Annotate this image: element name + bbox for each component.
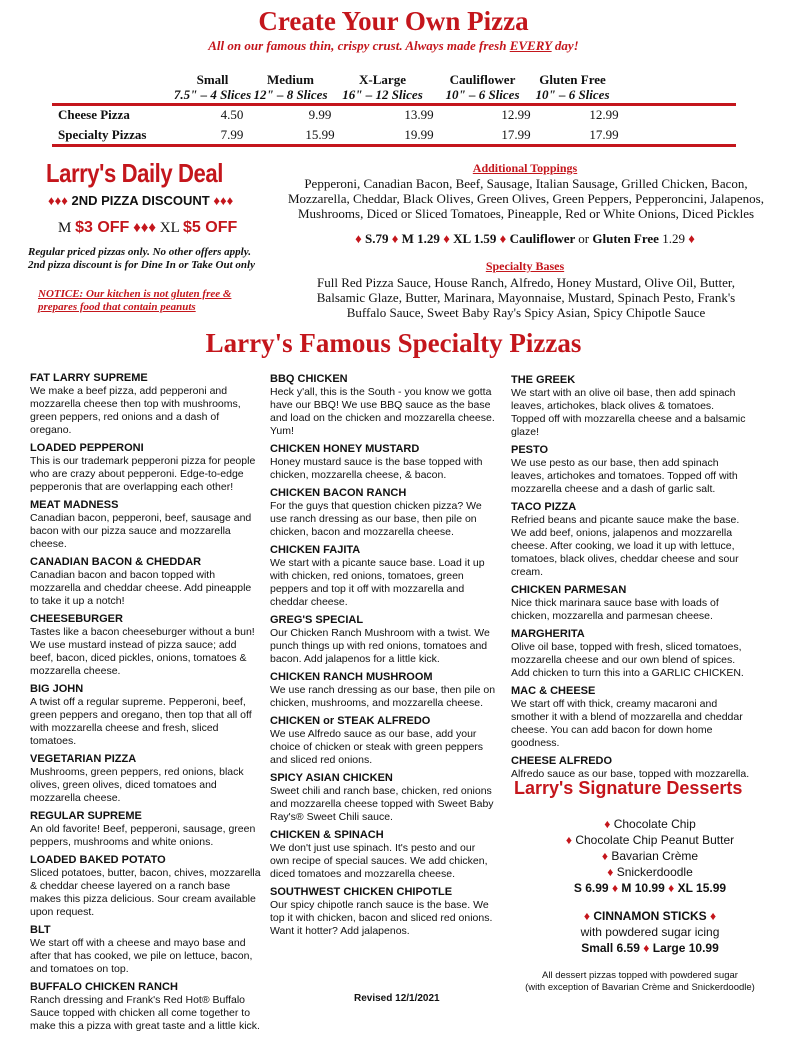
deal-subtitle-text: 2ND PIZZA DISCOUNT bbox=[71, 193, 210, 208]
pizza-name: CHICKEN HONEY MUSTARD bbox=[270, 443, 420, 455]
pizza-item bbox=[30, 981, 262, 1033]
desserts-heading: Larry's Signature Desserts bbox=[514, 778, 743, 798]
pizza-item bbox=[270, 715, 496, 767]
cinnamon-sticks: ♦ CINNAMON STICKS ♦ with powdered sugar icing Small 6.59 ♦ Large 10.99 bbox=[540, 908, 760, 956]
table-rule-bottom bbox=[52, 144, 736, 147]
sticks-small: Small 6.59 bbox=[581, 941, 640, 955]
column-name: Gluten Free bbox=[539, 72, 606, 87]
pizza-description: Ranch dressing and Frank's Red Hot® Buffalo Sauce topped with chicken all come together to make this a pizza with great taste and a little kick. bbox=[30, 994, 260, 1032]
pizza-description: An old favorite! Beef, pepperoni, sausage, green peppers, mushrooms and white onions. bbox=[30, 823, 256, 848]
dessert-items bbox=[540, 816, 760, 880]
price-row-label: Cheese Pizza bbox=[58, 107, 130, 122]
dessert-item: ♦ Snickerdoodle bbox=[607, 865, 693, 879]
pizza-item bbox=[511, 584, 751, 623]
bases-list: Full Red Pizza Sauce, House Ranch, Alfredo, Honey Mustard, Olive Oil, Butter, Balsamic Glaze, Butter, Marinara, Mayonnaise, Mustard, Spinach Pesto, Frank's Buffalo Sauce, Sweet Baby Ray's Spicy Asian, Spicy Chipotle Sauce bbox=[316, 275, 736, 320]
deal-title: Larry's Daily Deal bbox=[46, 158, 223, 188]
pizza-name: LOADED PEPPERONI bbox=[30, 442, 144, 454]
column-detail: 7.5" – 4 Slices bbox=[173, 87, 252, 102]
pizza-item bbox=[30, 499, 262, 551]
pizza-name: FAT LARRY SUPREME bbox=[30, 372, 148, 384]
pizza-description: Mushrooms, green peppers, red onions, black olives, green olives, diced tomatoes and mozzarella cheese. bbox=[30, 766, 244, 804]
pizza-description: We start with a picante sauce base. Load it up with chicken, red onions, tomatoes, green peppers and top it off with mozzarella and cheddar cheese. bbox=[270, 557, 485, 608]
dessert-prices: S 6.99 ♦ M 10.99 ♦ XL 15.99 bbox=[573, 881, 727, 895]
sticks-desc: with powdered sugar icing bbox=[580, 925, 720, 939]
pizza-name: MEAT MADNESS bbox=[30, 499, 119, 511]
topping-price-gf: Gluten Free bbox=[592, 231, 659, 246]
pizza-name: BLT bbox=[30, 924, 51, 936]
pizza-description: Alfredo sauce as our base, topped with mozzarella. bbox=[511, 768, 750, 780]
pizza-description: Our spicy chipotle ranch sauce is the base. We top it with chicken, bacon and sliced red onions. Want it hotter? Add jalapenos. bbox=[270, 899, 493, 937]
pizza-description: We use Alfredo sauce as our base, add your choice of chicken or steak with green peppers and sliced red onions. bbox=[270, 728, 484, 766]
pizza-name: GREG'S SPECIAL bbox=[270, 614, 364, 626]
dessert-name: Snickerdoodle bbox=[616, 865, 693, 879]
pizza-item bbox=[270, 886, 496, 938]
dessert-price-xl: XL 15.99 bbox=[677, 881, 727, 895]
topping-price-cfgf: 1.29 bbox=[662, 231, 685, 246]
price-cell: 13.99 bbox=[404, 107, 434, 122]
specialty-column-1 bbox=[30, 372, 262, 1038]
column-name: X-Large bbox=[359, 72, 406, 87]
topping-price-or: or bbox=[578, 231, 590, 246]
subtitle-emphasis: EVERY bbox=[509, 38, 552, 53]
specialty-column-2 bbox=[270, 373, 496, 943]
topping-price-m: M 1.29 bbox=[401, 231, 440, 246]
notice-line-2: prepares food that contain peanuts bbox=[38, 301, 196, 313]
deal-discounts: M $3 OFF ♦♦♦ XL $5 OFF bbox=[58, 219, 238, 236]
pizza-name: BBQ CHICKEN bbox=[270, 373, 348, 385]
topping-price-cf: Cauliflower bbox=[509, 231, 576, 246]
dessert-name: Chocolate Chip Peanut Butter bbox=[575, 833, 735, 847]
subtitle-end: day! bbox=[551, 38, 579, 53]
pizza-name: BUFFALO CHICKEN RANCH bbox=[30, 981, 178, 993]
dessert-footnote bbox=[510, 970, 770, 994]
pizza-name: VEGETARIAN PIZZA bbox=[30, 753, 137, 765]
pizza-description: We make a beef pizza, add pepperoni and mozzarella cheese then top with mushrooms, green peppers, red onions and a dash of oregano. bbox=[30, 385, 241, 436]
pizza-description: Olive oil base, topped with fresh, sliced tomatoes, mozzarella cheese and our own blend of spices. Add chicken to turn this into a GARLIC CHICKEN. bbox=[511, 641, 744, 679]
deal-xl-off: $5 OFF bbox=[183, 219, 238, 236]
bases-heading: Specialty Bases bbox=[485, 259, 565, 273]
pizza-item bbox=[30, 372, 262, 437]
page-title: Create Your Own Pizza bbox=[258, 6, 529, 36]
pizza-name: SOUTHWEST CHICKEN CHIPOTLE bbox=[270, 886, 453, 898]
pizza-name: LOADED BAKED POTATO bbox=[30, 854, 166, 866]
specialty-column-3 bbox=[511, 374, 751, 786]
topping-price-xl: XL 1.59 bbox=[453, 231, 497, 246]
price-cell: 17.99 bbox=[589, 127, 619, 142]
toppings-list: Pepperoni, Canadian Bacon, Beef, Sausage, Italian Sausage, Grilled Chicken, Bacon, Mozzarella, Cheddar, Black Olives, Green Olives, Green Peppers, Pepperoncini, Jalapenos, Mushrooms, Diced or Sliced Tomatoes, Pineapple, Red or White Onions, Diced Pickles bbox=[288, 176, 764, 221]
dessert-item: ♦ Bavarian Crème bbox=[601, 849, 699, 863]
sticks-name: CINNAMON STICKS bbox=[593, 909, 707, 923]
price-cell: 4.50 bbox=[220, 107, 244, 122]
pizza-description: We start off with a cheese and mayo base and after that has cooked, we pile on lettuce, bacon, and tomatoes on top. bbox=[30, 937, 253, 975]
deal-m-off: $3 OFF bbox=[75, 219, 130, 236]
pizza-name: CHICKEN RANCH MUSHROOM bbox=[270, 671, 433, 683]
footnote-1: All dessert pizzas topped with powdered sugar bbox=[542, 970, 738, 981]
topping-price-s: S.79 bbox=[365, 231, 389, 246]
column-detail: 12" – 8 Slices bbox=[253, 87, 328, 102]
pizza-name: CHICKEN & SPINACH bbox=[270, 829, 384, 841]
pizza-item bbox=[511, 501, 751, 579]
pizza-description: For the guys that question chicken pizza? We use ranch dressing as our base, then pile on chicken, bacon and mozzarella cheese. bbox=[270, 500, 482, 538]
price-cell: 12.99 bbox=[501, 107, 531, 122]
price-cell: 12.99 bbox=[589, 107, 619, 122]
deal-xl-label: XL bbox=[159, 220, 180, 236]
price-column-header bbox=[335, 72, 430, 102]
pizza-name: CANADIAN BACON & CHEDDAR bbox=[30, 556, 202, 568]
dessert-item: ♦ Chocolate Chip bbox=[604, 817, 696, 831]
column-name: Medium bbox=[267, 72, 314, 87]
pizza-description: Canadian bacon and bacon topped with mozzarella and cheddar cheese. Add pineapple to take it up a notch! bbox=[30, 569, 252, 607]
pizza-item bbox=[30, 753, 262, 805]
dessert-price-s: S 6.99 bbox=[573, 881, 609, 895]
pizza-description: Sweet chili and ranch base, chicken, red onions and mozzarella cheese topped with Sweet Baby Ray's® Sweet Chili sauce. bbox=[270, 785, 494, 823]
pizza-name: CHICKEN BACON RANCH bbox=[270, 487, 407, 499]
pizza-item bbox=[511, 374, 751, 439]
price-cell: 7.99 bbox=[220, 127, 244, 142]
pizza-item bbox=[30, 556, 262, 608]
specialty-heading: Larry's Famous Specialty Pizzas bbox=[205, 328, 582, 358]
sticks-large: Large 10.99 bbox=[652, 941, 719, 955]
pizza-name: MAC & CHEESE bbox=[511, 685, 596, 697]
pizza-item bbox=[511, 444, 751, 496]
pizza-description: Honey mustard sauce is the base topped with chicken, mozzarella cheese, & bacon. bbox=[270, 456, 483, 481]
pizza-item bbox=[270, 772, 496, 824]
pizza-description: A twist off a regular supreme. Pepperoni, beef, green peppers and oregano, then top that all off with mozzarella cheese and fresh, sliced tomatoes. bbox=[30, 696, 252, 747]
pizza-item bbox=[30, 810, 262, 849]
pizza-description: This is our trademark pepperoni pizza for people who are crazy about pepperoni. Edge-to-edge pepperonis that are overlapping each other! bbox=[30, 455, 256, 493]
column-detail: 16" – 12 Slices bbox=[342, 87, 423, 102]
pizza-name: CHICKEN FAJITA bbox=[270, 544, 361, 556]
pizza-description: We don't just use spinach. It's pesto and our own recipe of special sauces. We add chicken, diced tomatoes and mozzarella cheese. bbox=[270, 842, 488, 880]
pizza-description: Heck y'all, this is the South - you know we gotta have our BBQ! We use BBQ sauce as the base and load on the chicken and mozzarella cheese. Yum! bbox=[270, 386, 495, 437]
pizza-name: MARGHERITA bbox=[511, 628, 585, 640]
deal-m-label: M bbox=[58, 220, 72, 236]
deal-note-2: 2nd pizza discount is for Dine In or Take Out only bbox=[28, 259, 255, 271]
pizza-description: We start with an olive oil base, then add spinach leaves, artichokes, black olives & tomatoes. Topped off with mozzarella cheese and a balsamic glaze! bbox=[511, 387, 746, 438]
notice-line-1: NOTICE: Our kitchen is not gluten free & bbox=[38, 288, 232, 300]
price-row-label: Specialty Pizzas bbox=[58, 127, 147, 142]
price-cell: 9.99 bbox=[308, 107, 332, 122]
pizza-item bbox=[30, 924, 262, 976]
pizza-name: BIG JOHN bbox=[30, 683, 84, 695]
dessert-item: ♦ Chocolate Chip Peanut Butter bbox=[565, 833, 735, 847]
pizza-item bbox=[30, 613, 262, 678]
pizza-description: Tastes like a bacon cheeseburger without a bun! We use mustard instead of pizza sauce; add beef, bacon, diced pickles, onions, tomatoes & mozzarella cheese. bbox=[30, 626, 255, 677]
pizza-item bbox=[270, 829, 496, 881]
deal-notes bbox=[28, 246, 255, 272]
pizza-item bbox=[511, 685, 751, 750]
dessert-name: Chocolate Chip bbox=[613, 817, 696, 831]
price-column-header bbox=[243, 72, 338, 102]
pizza-description: Refried beans and picante sauce make the base. We add beef, onions, jalapenos and mozzarella cheese. After cooking, we load it up with lettuce, tomatoes, black olives, cheddar cheese and sour cream. bbox=[511, 514, 740, 578]
pizza-name: CHICKEN or STEAK ALFREDO bbox=[270, 715, 431, 727]
pizza-description: Canadian bacon, pepperoni, beef, sausage and bacon with our pizza sauce and mozzarella cheese. bbox=[30, 512, 252, 550]
deal-note-1: Regular priced pizzas only. No other offers apply. bbox=[28, 246, 251, 258]
pizza-item bbox=[270, 544, 496, 609]
pizza-item bbox=[30, 683, 262, 748]
pizza-description: We use pesto as our base, then add spinach leaves, artichokes and tomatoes. Topped off with mozzarella cheese and a dash of garlic salt. bbox=[511, 457, 738, 495]
pizza-name: CHICKEN PARMESAN bbox=[511, 584, 627, 596]
toppings-heading: Additional Toppings bbox=[472, 161, 578, 175]
deal-subtitle: ♦♦♦ 2ND PIZZA DISCOUNT ♦♦♦ bbox=[48, 193, 234, 208]
dessert-price-m: M 10.99 bbox=[621, 881, 665, 895]
pizza-item bbox=[270, 443, 496, 482]
pizza-item bbox=[270, 373, 496, 438]
pizza-item bbox=[270, 614, 496, 666]
dessert-name: Bavarian Crème bbox=[611, 849, 699, 863]
revised-date: Revised 12/1/2021 bbox=[354, 993, 440, 1004]
column-name: Cauliflower bbox=[449, 72, 516, 87]
pizza-item bbox=[30, 442, 262, 494]
pizza-name: CHEESE ALFREDO bbox=[511, 755, 613, 767]
price-cell: 17.99 bbox=[501, 127, 531, 142]
pizza-description: Nice thick marinara sauce base with loads of chicken, mozzarella and parmesan cheese. bbox=[511, 597, 719, 622]
pizza-name: PESTO bbox=[511, 444, 549, 456]
column-detail: 10" – 6 Slices bbox=[535, 87, 610, 102]
footnote-2: (with exception of Bavarian Crème and Snickerdoodle) bbox=[525, 982, 755, 993]
pizza-description: Sliced potatoes, butter, bacon, chives, mozzarella & cheddar cheese layered on a ranch base makes this pizza delicious. Sour cream available upon request. bbox=[30, 867, 261, 918]
pizza-item bbox=[511, 628, 751, 680]
pizza-description: Our Chicken Ranch Mushroom with a twist. We punch things up with red onions, tomatoes and bacon. Add jalapenos for a little kick. bbox=[270, 627, 490, 665]
pizza-name: REGULAR SUPREME bbox=[30, 810, 142, 822]
toppings-prices: ♦ S.79 ♦ M 1.29 ♦ XL 1.59 ♦ Cauliflower or Gluten Free 1.29 ♦ bbox=[355, 231, 695, 246]
pizza-description: We start off with thick, creamy macaroni and smother it with a blend of mozzarella and cheddar cheese. You can add bacon for down home goodness. bbox=[511, 698, 743, 749]
price-cell: 15.99 bbox=[305, 127, 335, 142]
page-subtitle bbox=[0, 38, 787, 54]
price-cell: 19.99 bbox=[404, 127, 434, 142]
dessert-list bbox=[540, 816, 760, 896]
column-detail: 10" – 6 Slices bbox=[445, 87, 520, 102]
pizza-name: SPICY ASIAN CHICKEN bbox=[270, 772, 393, 784]
gluten-notice bbox=[38, 288, 231, 314]
pizza-name: TACO PIZZA bbox=[511, 501, 577, 513]
subtitle-text: All on our famous thin, crispy crust. Always made fresh bbox=[208, 38, 510, 53]
pizza-name: CHEESEBURGER bbox=[30, 613, 123, 625]
pizza-description: We use ranch dressing as our base, then pile on chicken, mushrooms, and mozzarella cheese. bbox=[270, 684, 496, 709]
pizza-item bbox=[270, 487, 496, 539]
table-rule-top bbox=[52, 103, 736, 106]
price-column-header bbox=[435, 72, 530, 102]
column-name: Small bbox=[196, 72, 229, 87]
price-column-header bbox=[525, 72, 620, 102]
pizza-item bbox=[270, 671, 496, 710]
pizza-item bbox=[30, 854, 262, 919]
pizza-name: THE GREEK bbox=[511, 374, 576, 386]
